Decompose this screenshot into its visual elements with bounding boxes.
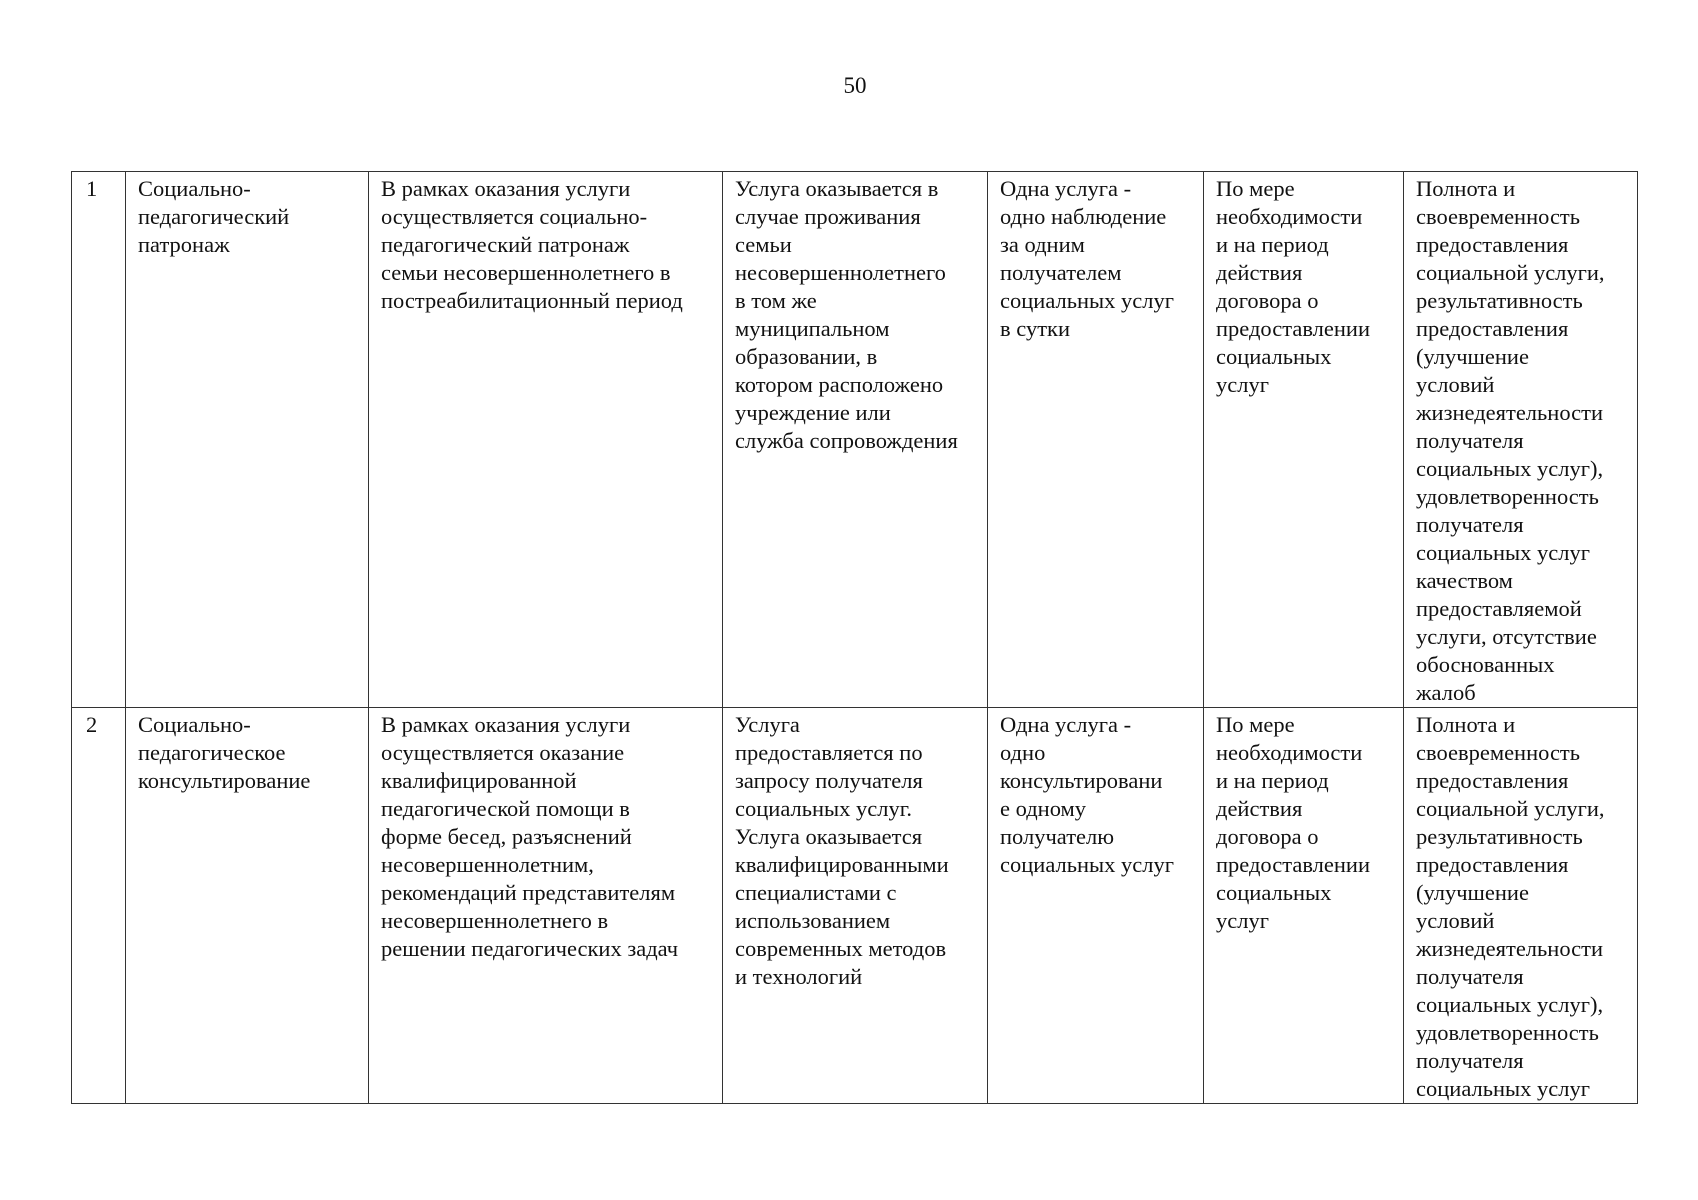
service-unit: Одна услуга - одно консультировани е одному получателю социальных услуг [988,708,1204,1104]
table-row [72,708,1638,1104]
service-conditions: Услуга оказывается в случае проживания семьи несовершеннолетнего в том же муниципальном образовании, в котором расположено учреждение или служба сопровождения [723,172,988,708]
service-frequency: По мере необходимости и на период действия договора о предоставлении социальных услуг [1204,172,1404,708]
service-description: В рамках оказания услуги осуществляется оказание квалифицированной педагогической помощи в форме бесед, разъяснений несовершеннолетним, рекомендаций представителям несовершеннолетнего в решении педагогических задач [369,708,723,1104]
row-number: 1 [72,172,126,708]
service-name: Социально- педагогическое консультирование [126,708,369,1104]
service-description: В рамках оказания услуги осуществляется социально- педагогический патронаж семьи несовершеннолетнего в постреабилитационный период [369,172,723,708]
service-frequency: По мере необходимости и на период действия договора о предоставлении социальных услуг [1204,708,1404,1104]
service-name: Социально- педагогический патронаж [126,172,369,708]
service-quality: Полнота и своевременность предоставления социальной услуги, результативность предоставления (улучшение условий жизнедеятельности получателя социальных услуг), удовлетворенность получателя социальных услуг [1404,708,1638,1104]
service-unit: Одна услуга - одно наблюдение за одним получателем социальных услуг в сутки [988,172,1204,708]
service-quality: Полнота и своевременность предоставления социальной услуги, результативность предоставления (улучшение условий жизнедеятельности получателя социальных услуг), удовлетворенность получателя социальных услуг качеством предоставляемой услуги, отсутствие обоснованных жалоб [1404,172,1638,708]
service-conditions: Услуга предоставляется по запросу получателя социальных услуг. Услуга оказывается квалифицированными специалистами с использованием современных методов и технологий [723,708,988,1104]
services-table [71,171,1638,1104]
page-number: 50 [843,73,867,98]
row-number: 2 [72,708,126,1104]
table-row [72,172,1638,708]
